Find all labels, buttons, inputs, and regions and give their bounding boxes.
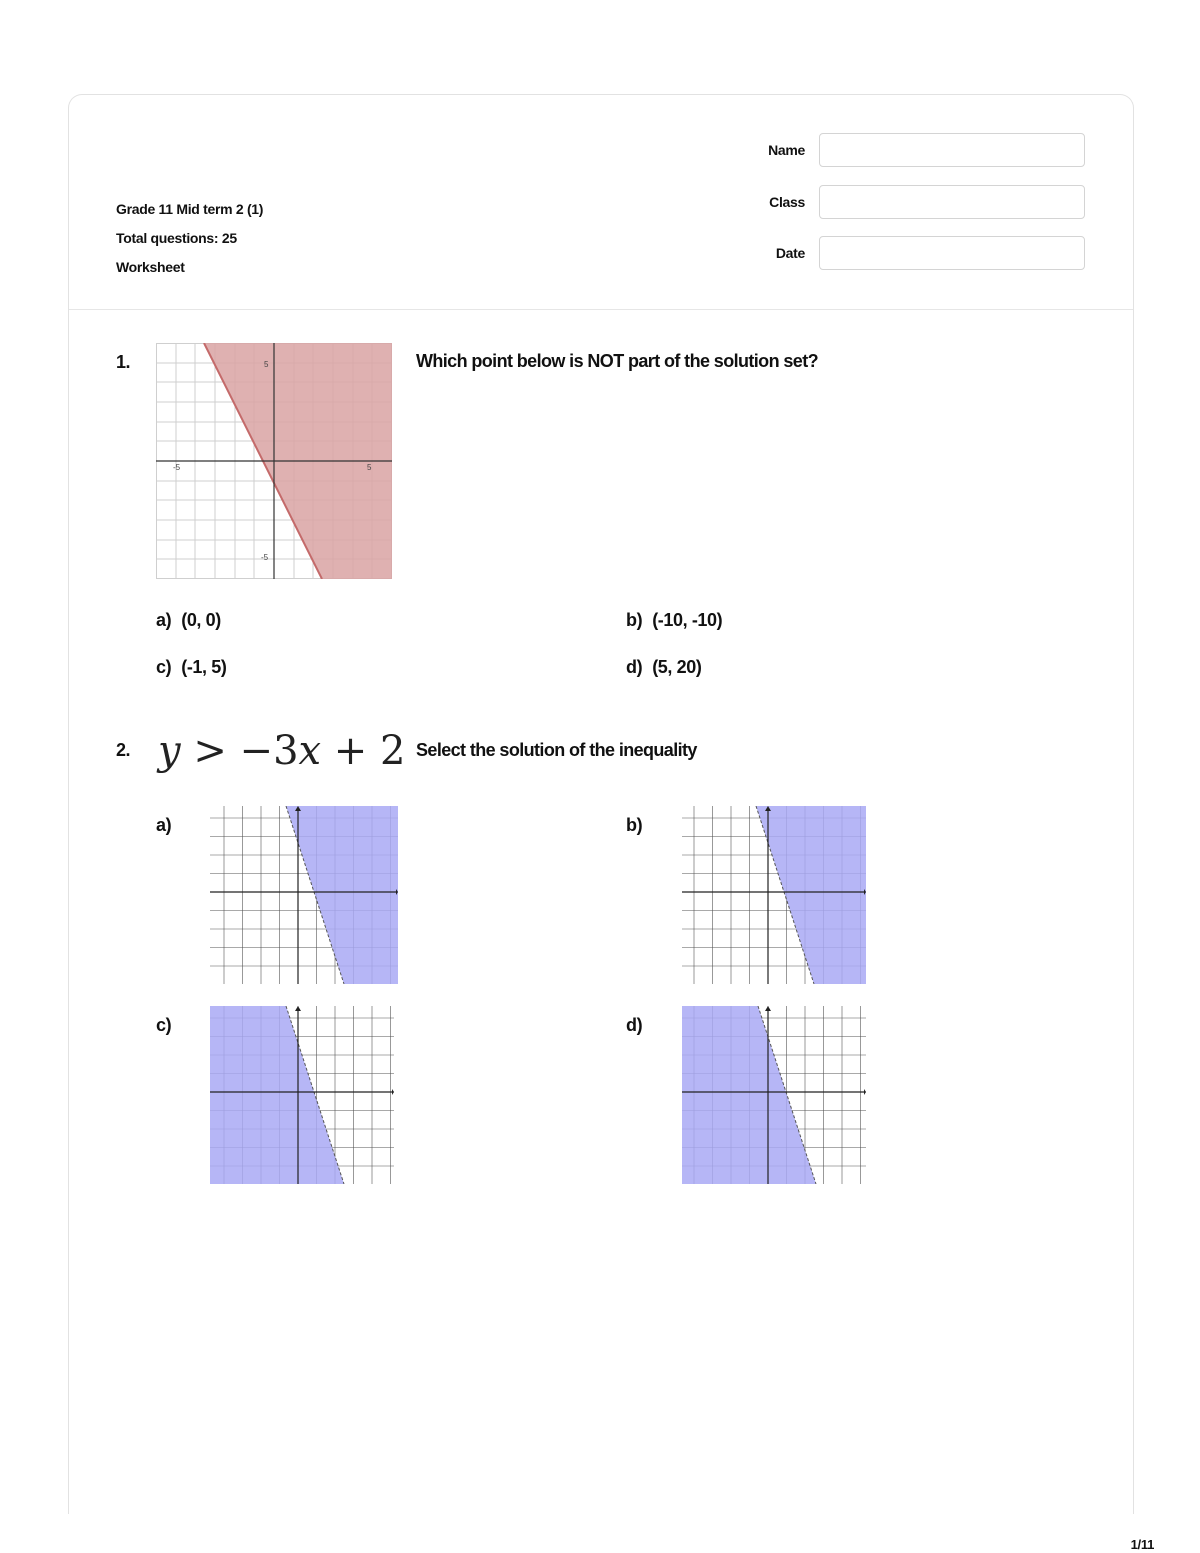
option-letter: c) (156, 1015, 172, 1035)
worksheet-header (69, 95, 1133, 310)
option-text: (-10, -10) (652, 610, 723, 630)
q1-option-b[interactable] (626, 610, 722, 631)
class-field[interactable] (819, 185, 1085, 219)
equation-op: > −3 (180, 728, 299, 774)
equation-x: x (298, 728, 322, 774)
q2-option-a-graph[interactable] (210, 806, 398, 984)
option-text: (-1, 5) (181, 657, 227, 677)
option-letter: b) (626, 610, 643, 630)
date-field[interactable] (819, 236, 1085, 270)
page-number: 1/11 (1130, 1537, 1154, 1552)
solution-region (682, 1006, 816, 1184)
option-letter: c) (156, 657, 172, 677)
y-axis-arrow (765, 1006, 771, 1011)
q2-option-d-graph[interactable] (682, 1006, 866, 1184)
q1-option-a[interactable] (156, 610, 221, 631)
option-text: (5, 20) (652, 657, 702, 677)
option-letter: d) (626, 657, 643, 677)
tick-label: 5 (264, 360, 269, 369)
date-label: Date (775, 245, 805, 261)
x-axis-arrow (392, 1089, 394, 1095)
total-questions: Total questions: 25 (116, 230, 237, 246)
name-label: Name (768, 142, 805, 158)
solution-region (286, 806, 398, 984)
question-1-graph (156, 343, 392, 579)
option-letter: d) (626, 1015, 643, 1035)
option-letter: b) (626, 815, 643, 835)
question-2-text: Select the solution of the inequality (416, 740, 697, 760)
q2-option-b[interactable] (626, 815, 642, 836)
option-text: (0, 0) (181, 610, 221, 630)
solution-region (210, 1006, 344, 1184)
question-1-text: Which point below is NOT part of the solution set? (416, 351, 818, 371)
inequality-equation (158, 728, 406, 774)
option-letter: a) (156, 815, 172, 835)
worksheet-title: Grade 11 Mid term 2 (1) (116, 201, 264, 217)
q1-option-c[interactable] (156, 657, 226, 678)
tick-label: -5 (173, 463, 181, 472)
option-letter: a) (156, 610, 172, 630)
date-row (729, 236, 1089, 270)
worksheet-meta (116, 195, 263, 282)
solution-region (756, 806, 866, 984)
q2-option-d[interactable] (626, 1015, 642, 1036)
q2-option-a[interactable] (156, 815, 171, 836)
x-axis-arrow (864, 1089, 866, 1095)
worksheet-type: Worksheet (116, 259, 185, 275)
class-label: Class (769, 194, 805, 210)
tick-label: -5 (261, 553, 269, 562)
name-field[interactable] (819, 133, 1085, 167)
question-2-number: 2. (116, 740, 131, 760)
y-axis-arrow (295, 1006, 301, 1011)
equation-rest: + 2 (321, 728, 406, 774)
class-row (729, 185, 1089, 219)
name-row (729, 133, 1089, 167)
equation-y: y (158, 728, 181, 774)
q1-option-d[interactable] (626, 657, 701, 678)
q2-option-c[interactable] (156, 1015, 171, 1036)
q2-option-b-graph[interactable] (682, 806, 866, 984)
q2-option-c-graph[interactable] (210, 1006, 394, 1184)
worksheet-card (68, 94, 1134, 1514)
tick-label: 5 (367, 463, 372, 472)
question-1-number: 1. (116, 352, 131, 372)
